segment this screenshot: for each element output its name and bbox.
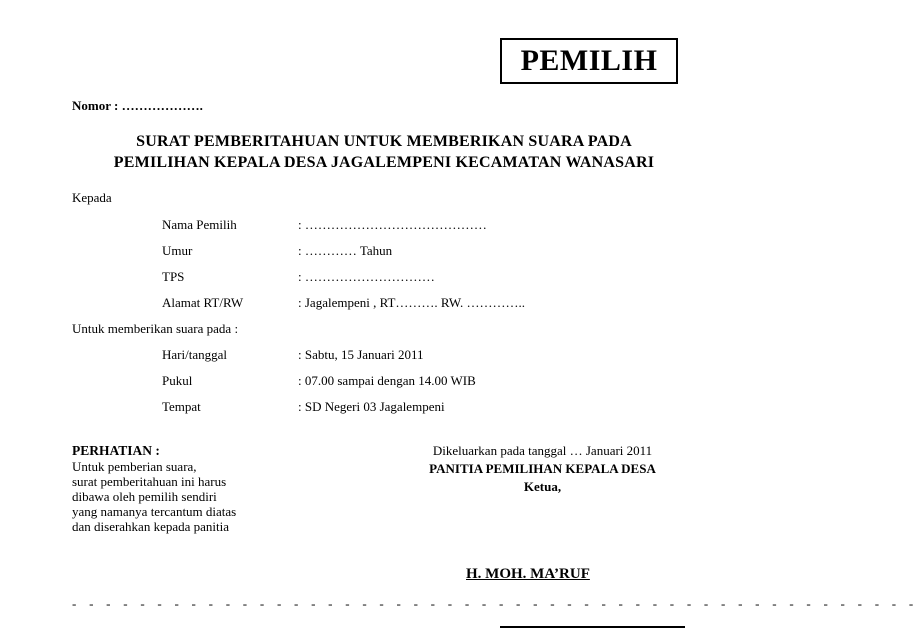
recipient-label: Kepada [72,190,112,205]
letter-title-line-2: PEMILIHAN KEPALA DESA JAGALEMPENI KECAMATAN WANASARI [113,154,655,171]
field-value-date: : Sabtu, 15 Januari 2011 [298,347,424,362]
field-value-address: : Jagalempeni , RT………. RW. ………….. [298,295,525,310]
vote-intro-label: Untuk memberikan suara pada : [72,321,239,336]
committee-name: PANITIA PEMILIHAN KEPALA DESA [429,461,656,476]
field-label-address: Alamat RT/RW [162,295,244,310]
field-label-place: Tempat [162,399,201,414]
field-value-tps: : ………………………… [298,269,435,284]
field-label-voter-name: Nama Pemilih [162,217,237,232]
letter-number: Nomor : ………………. [72,98,203,113]
attention-line: surat pemberitahuan ini harus [72,474,227,489]
attention-line: yang namanya tercantum diatas [72,504,237,519]
field-label-date: Hari/tanggal [162,347,227,362]
voter-stamp-label: PEMILIH [520,44,658,77]
attention-line: dibawa oleh pemilih sendiri [72,489,217,504]
attention-line: dan diserahkan kepada panitia [72,519,230,534]
attention-heading: PERHATIAN : [72,443,160,458]
signer-name: H. MOH. MA’RUF [466,566,590,582]
issued-date: Dikeluarkan pada tanggal … Januari 2011 [432,443,653,458]
field-value-voter-name: : …………………………………… [298,217,487,232]
attention-line: Untuk pemberian suara, [72,459,197,474]
bottom-rule [500,626,685,628]
cut-line-divider: - - - - - - - - - - - - - - - - - - - - - - - - - - - - - - - - - - - - - - - - - - - - - - - - - - [72,596,918,611]
attention-note [72,443,236,534]
field-value-age: : ………… Tahun [298,243,393,258]
field-label-age: Umur [162,243,193,258]
signer-role: Ketua, [523,479,562,494]
letter-title-line-1: SURAT PEMBERITAHUAN UNTUK MEMBERIKAN SUARA PADA [136,133,632,150]
field-value-time: : 07.00 sampai dengan 14.00 WIB [298,373,476,388]
field-label-time: Pukul [162,373,193,388]
field-value-place: : SD Negeri 03 Jagalempeni [298,399,445,414]
voter-stamp-box [500,38,678,84]
field-label-tps: TPS [162,269,185,284]
